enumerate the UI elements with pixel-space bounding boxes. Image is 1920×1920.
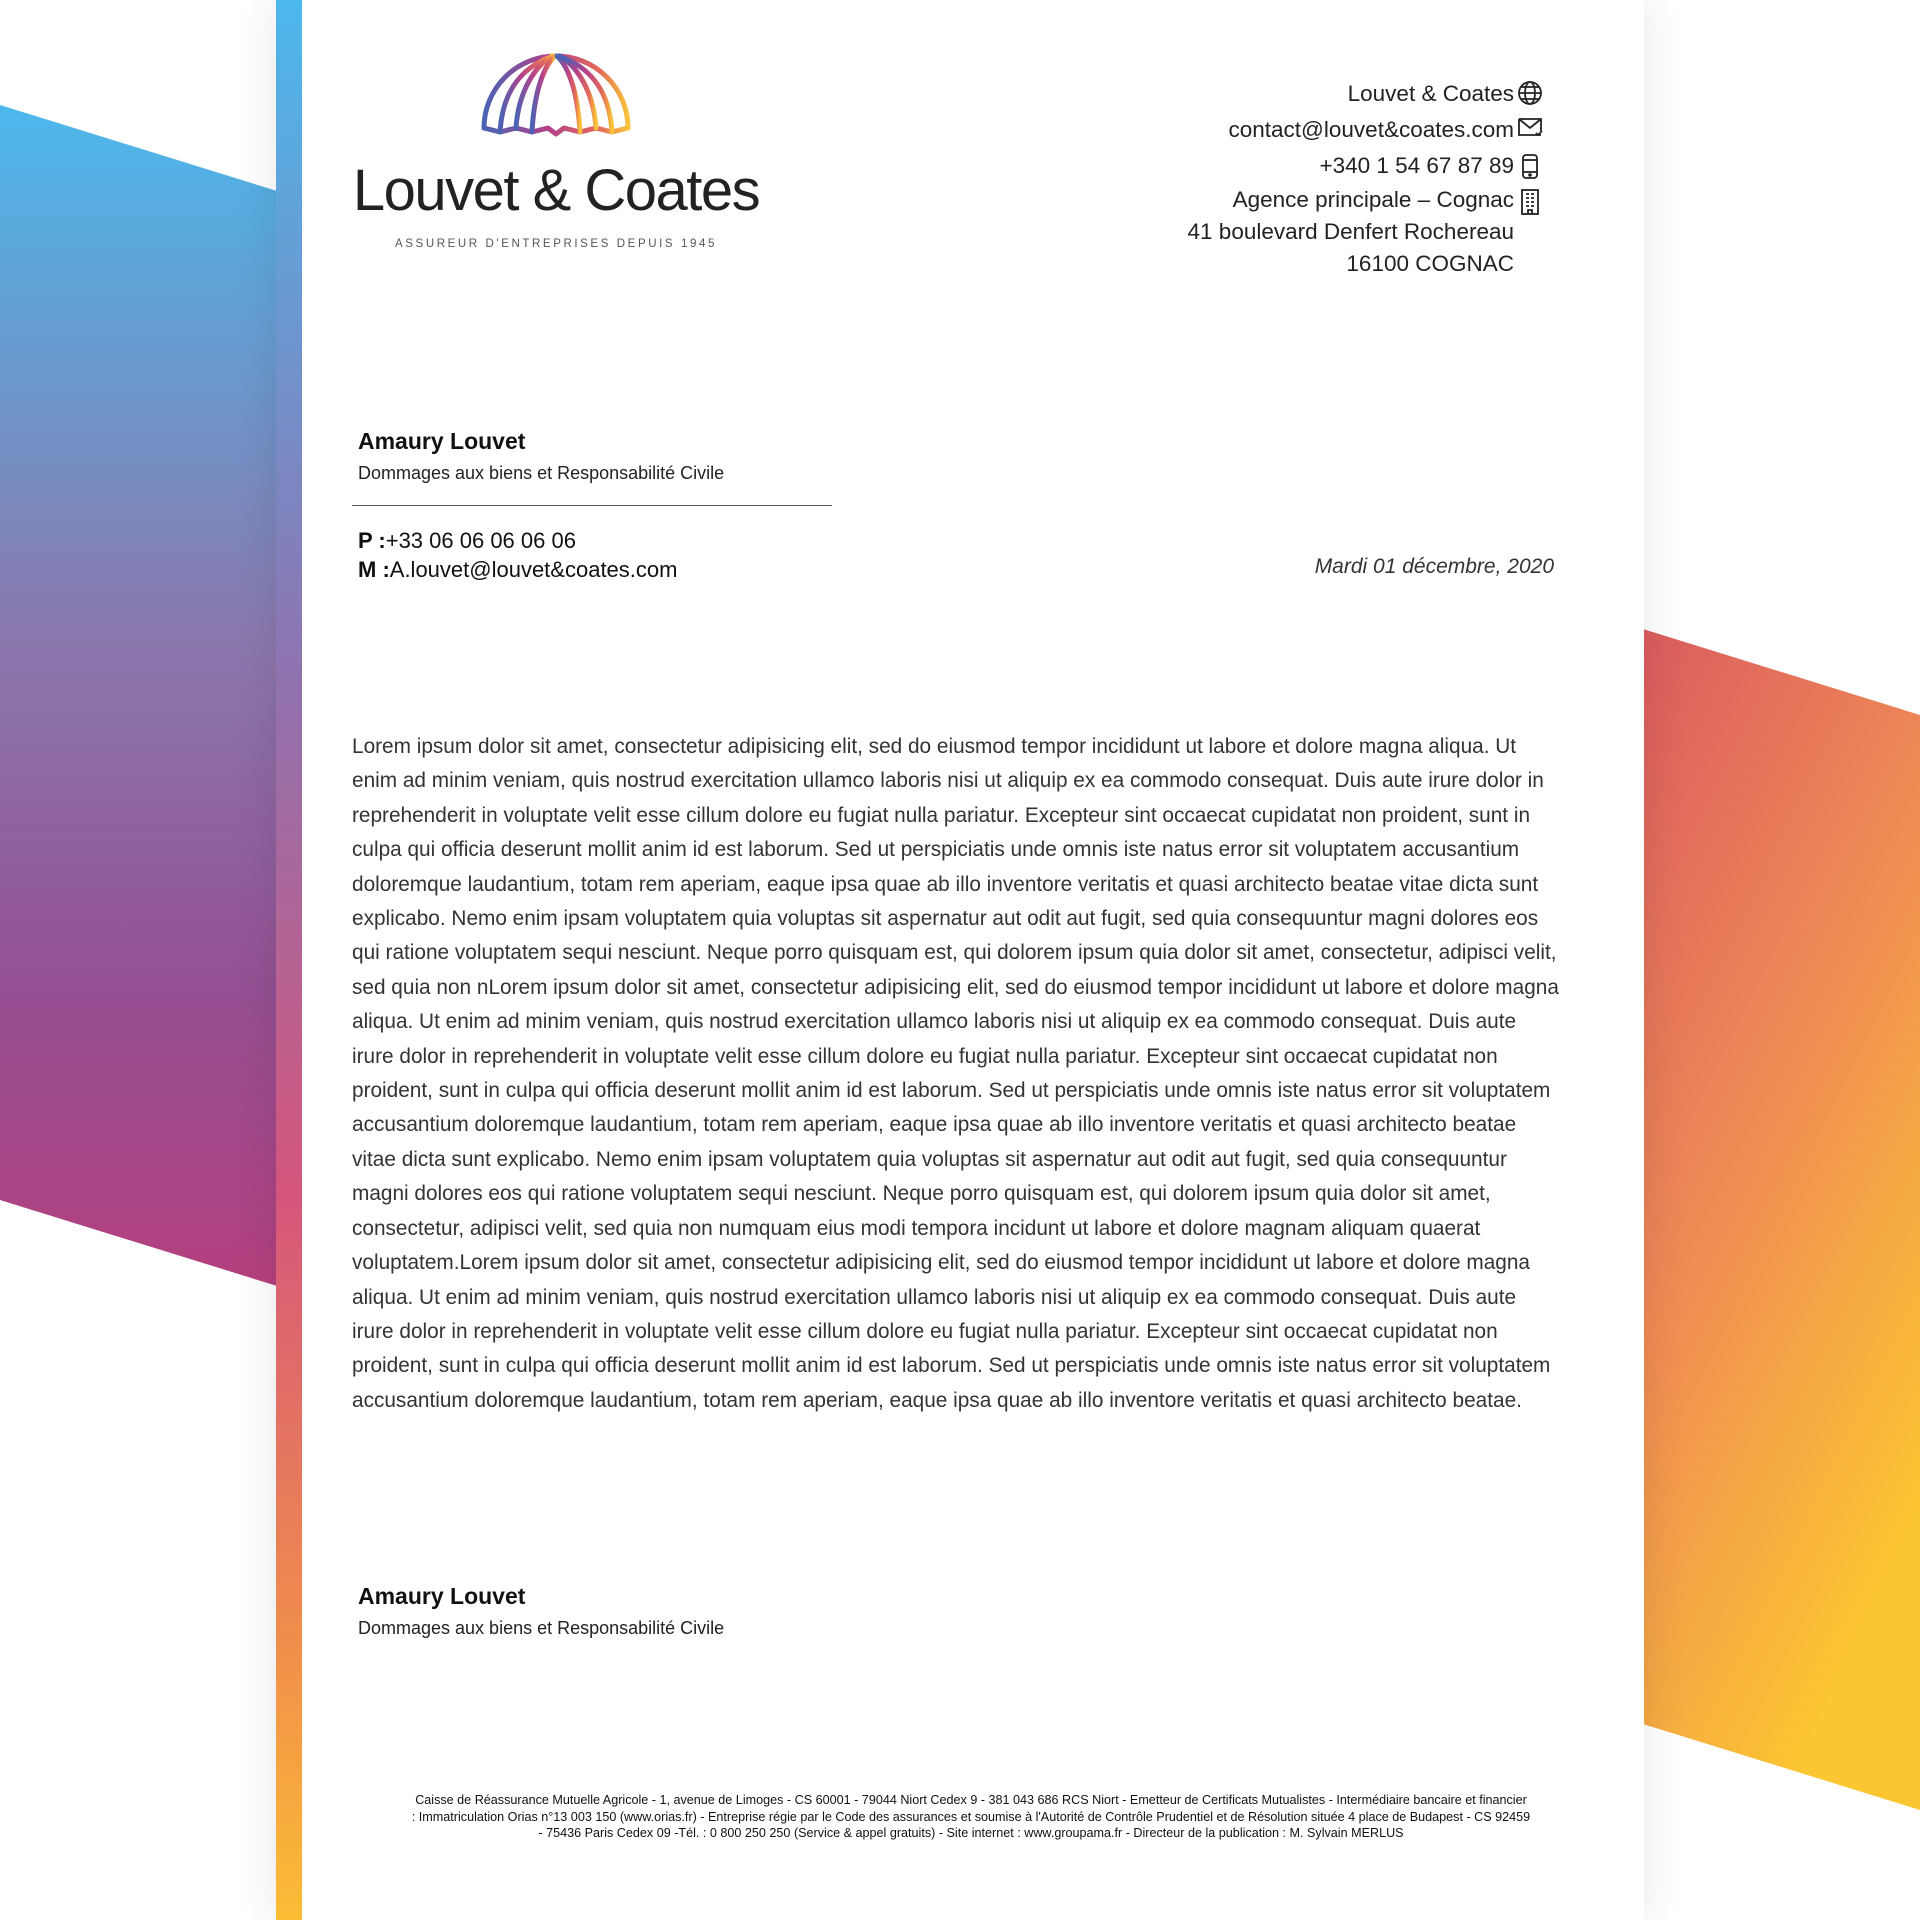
letter-sheet — [276, 0, 1644, 1920]
company-street: 41 boulevard Denfert Rochereau — [1187, 219, 1514, 244]
envelope-icon — [1516, 116, 1544, 152]
umbrella-dome-icon — [478, 50, 634, 146]
letter-date: Mardi 01 décembre, 2020 — [1314, 555, 1554, 578]
mail-label: M : — [358, 557, 390, 582]
company-email: contact@louvet&coates.com — [1228, 117, 1514, 142]
sender-name: Amaury Louvet — [358, 428, 526, 454]
closing-name: Amaury Louvet — [358, 1583, 526, 1609]
gradient-edge-bar — [276, 0, 302, 1920]
brand-name: Louvet & Coates — [352, 158, 760, 223]
globe-icon — [1516, 80, 1544, 116]
footer-line: Caisse de Réassurance Mutuelle Agricole - 1, avenue de Limoges - CS 60001 - 79044 Niort Cedex 9 - 381 043 686 RCS Niort - Emetteur de Certificats Mutualistes - Intermédiaire bancaire et financier — [415, 1793, 1527, 1807]
right-gradient-ribbon — [1630, 625, 1920, 1810]
phone-label: P : — [358, 528, 386, 553]
company-logo — [346, 50, 766, 250]
brand-tagline: ASSUREUR D'ENTREPRISES DEPUIS 1945 — [395, 238, 717, 250]
sender-role: Dommages aux biens et Responsabilité Civile — [358, 463, 725, 483]
sender-block — [358, 428, 724, 484]
closing-role: Dommages aux biens et Responsabilité Civile — [358, 1618, 725, 1638]
legal-footer — [336, 1792, 1606, 1842]
sender-divider — [352, 505, 832, 506]
company-city: 16100 COGNAC — [1346, 251, 1514, 276]
contact-icons — [1516, 80, 1544, 224]
building-icon — [1516, 188, 1544, 224]
company-name: Louvet & Coates — [1347, 81, 1514, 106]
sender-email: A.louvet@louvet&coates.com — [389, 557, 678, 582]
left-gradient-ribbon — [0, 105, 290, 1290]
letter-body: Lorem ipsum dolor sit amet, consectetur adipisicing elit, sed do eiusmod tempor incididunt ut labore et dolore magna aliqua. Ut enim ad minim veniam, quis nostrud exercitation ullamco laboris nisi ut aliquip ex ea commodo consequat. Duis aute irure dolor in reprehenderit in voluptate velit esse cillum dolore eu fugiat nulla pariatur. Excepteur sint occaecat cupidatat non proident, sunt in culpa qui officia deserunt mollit anim id est laborum. Sed ut perspiciatis unde omnis iste natus error sit voluptatem accusantium doloremque laudantium, totam rem aperiam, eaque ipsa quae ab illo inventore veritatis et quasi architecto beatae vitae dicta sunt explicabo. Nemo enim ipsam voluptatem quia voluptas sit aspernatur aut odit aut fugit, sed quia consequuntur magni dolores eos qui ratione voluptatem sequi nesciunt. Neque porro quisquam est, qui dolorem ipsum quia dolor sit amet, consectetur, adipisci velit, sed quia non nLorem ipsum dolor sit amet, consectetur adipisicing elit, sed do eiusmod tempor incididunt ut labore et dolore magna aliqua. Ut enim ad minim veniam, quis nostrud exercitation ullamco laboris nisi ut aliquip ex ea commodo consequat. Duis aute irure dolor in reprehenderit in voluptate velit esse cillum dolore eu fugiat nulla pariatur. Excepteur sint occaecat cupidatat non proident, sunt in culpa qui officia deserunt mollit anim id est laborum. Sed ut perspiciatis unde omnis iste natus error sit voluptatem accusantium doloremque laudantium, totam rem aperiam, eaque ipsa quae ab illo inventore veritatis et quasi architecto beatae vitae dicta sunt explicabo. Nemo enim ipsam voluptatem quia voluptas sit aspernatur aut odit aut fugit, sed quia consequuntur magni dolores eos qui ratione voluptatem sequi nesciunt. Neque porro quisquam est, qui dolorem ipsum quia dolor sit amet, consectetur, adipisci velit, sed quia non numquam eius modi tempora incidunt ut labore et dolore magnam aliquam quaerat voluptatem.Lorem ipsum dolor sit amet, consectetur adipisicing elit, sed do eiusmod tempor incididunt ut labore et dolore magna aliqua. Ut enim ad minim veniam, quis nostrud exercitation ullamco laboris nisi ut aliquip ex ea commodo consequat. Duis aute irure dolor in reprehenderit in voluptate velit esse cillum dolore eu fugiat nulla pariatur. Excepteur sint occaecat cupidatat non proident, sunt in culpa qui officia deserunt mollit anim id est laborum. Sed ut perspiciatis unde omnis iste natus error sit voluptatem accusantium doloremque laudantium, totam rem aperiam, eaque ipsa quae ab illo inventore veritatis et quasi architecto beatae. — [352, 735, 1559, 1412]
sender-direct-contact — [358, 526, 677, 584]
company-contact-block — [1188, 76, 1514, 280]
footer-line: : Immatriculation Orias n°13 003 150 (www.orias.fr) - Entreprise régie par le Code des assurances et soumise à l'Autorité de Contrôle Prudentiel et de Résolution située 4 place de Budapest - CS 92459 — [411, 1809, 1531, 1824]
closing-signature — [358, 1583, 724, 1639]
company-phone: +340 1 54 67 87 89 — [1319, 153, 1514, 178]
sender-phone-row — [358, 526, 677, 555]
mobile-phone-icon — [1516, 152, 1544, 188]
footer-line: - 75436 Paris Cedex 09 -Tél. : 0 800 250 250 (Service & appel gratuits) - Site internet : www.groupama.fr - Directeur de la publication : M. Sylvain MERLUS — [538, 1826, 1404, 1840]
company-office: Agence principale – Cognac — [1232, 187, 1514, 212]
sender-mail-row — [358, 555, 677, 584]
sender-phone: +33 06 06 06 06 06 — [385, 528, 576, 553]
